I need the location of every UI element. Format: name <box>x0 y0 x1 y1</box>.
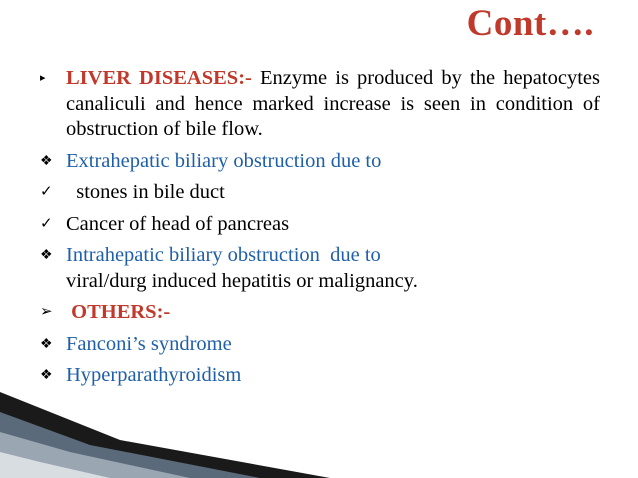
viral-text: viral/durg induced hepatitis or malignancy. <box>66 269 418 292</box>
diamond-bullet-icon: ❖ <box>40 336 53 352</box>
liver-diseases-heading: LIVER DISEASES:- <box>66 67 252 89</box>
diamond-bullet-icon: ❖ <box>40 368 53 383</box>
hyperparathyroidism-text: Hyperparathyroidism <box>66 364 242 386</box>
checkmark-bullet-icon: ✓ <box>40 215 53 232</box>
arrow-bullet-icon: ➢ <box>40 304 53 320</box>
triangle-bullet-icon: ▸ <box>40 72 46 84</box>
cancer-text: Cancer of head of pancreas <box>66 212 290 235</box>
checkmark-bullet-icon: ✓ <box>40 184 53 200</box>
intrahepatic-text: Intrahepatic biliary obstruction due to <box>66 244 381 266</box>
diamond-bullet-icon: ❖ <box>40 153 53 169</box>
liver-diseases-text: Enzyme is produced by the hepatocytes canaliculi and hence marked increase is seen in condition of obstruction of bile flow. <box>66 67 600 140</box>
extrahepatic-text: Extrahepatic biliary obstruction due to <box>66 149 382 172</box>
diamond-bullet-icon: ❖ <box>40 248 53 263</box>
fanconi-text: Fanconi’s syndrome <box>66 332 232 355</box>
others-heading: OTHERS:- <box>66 301 171 323</box>
stones-text: stones in bile duct <box>66 181 225 203</box>
slide-title: Cont…. <box>466 3 594 44</box>
